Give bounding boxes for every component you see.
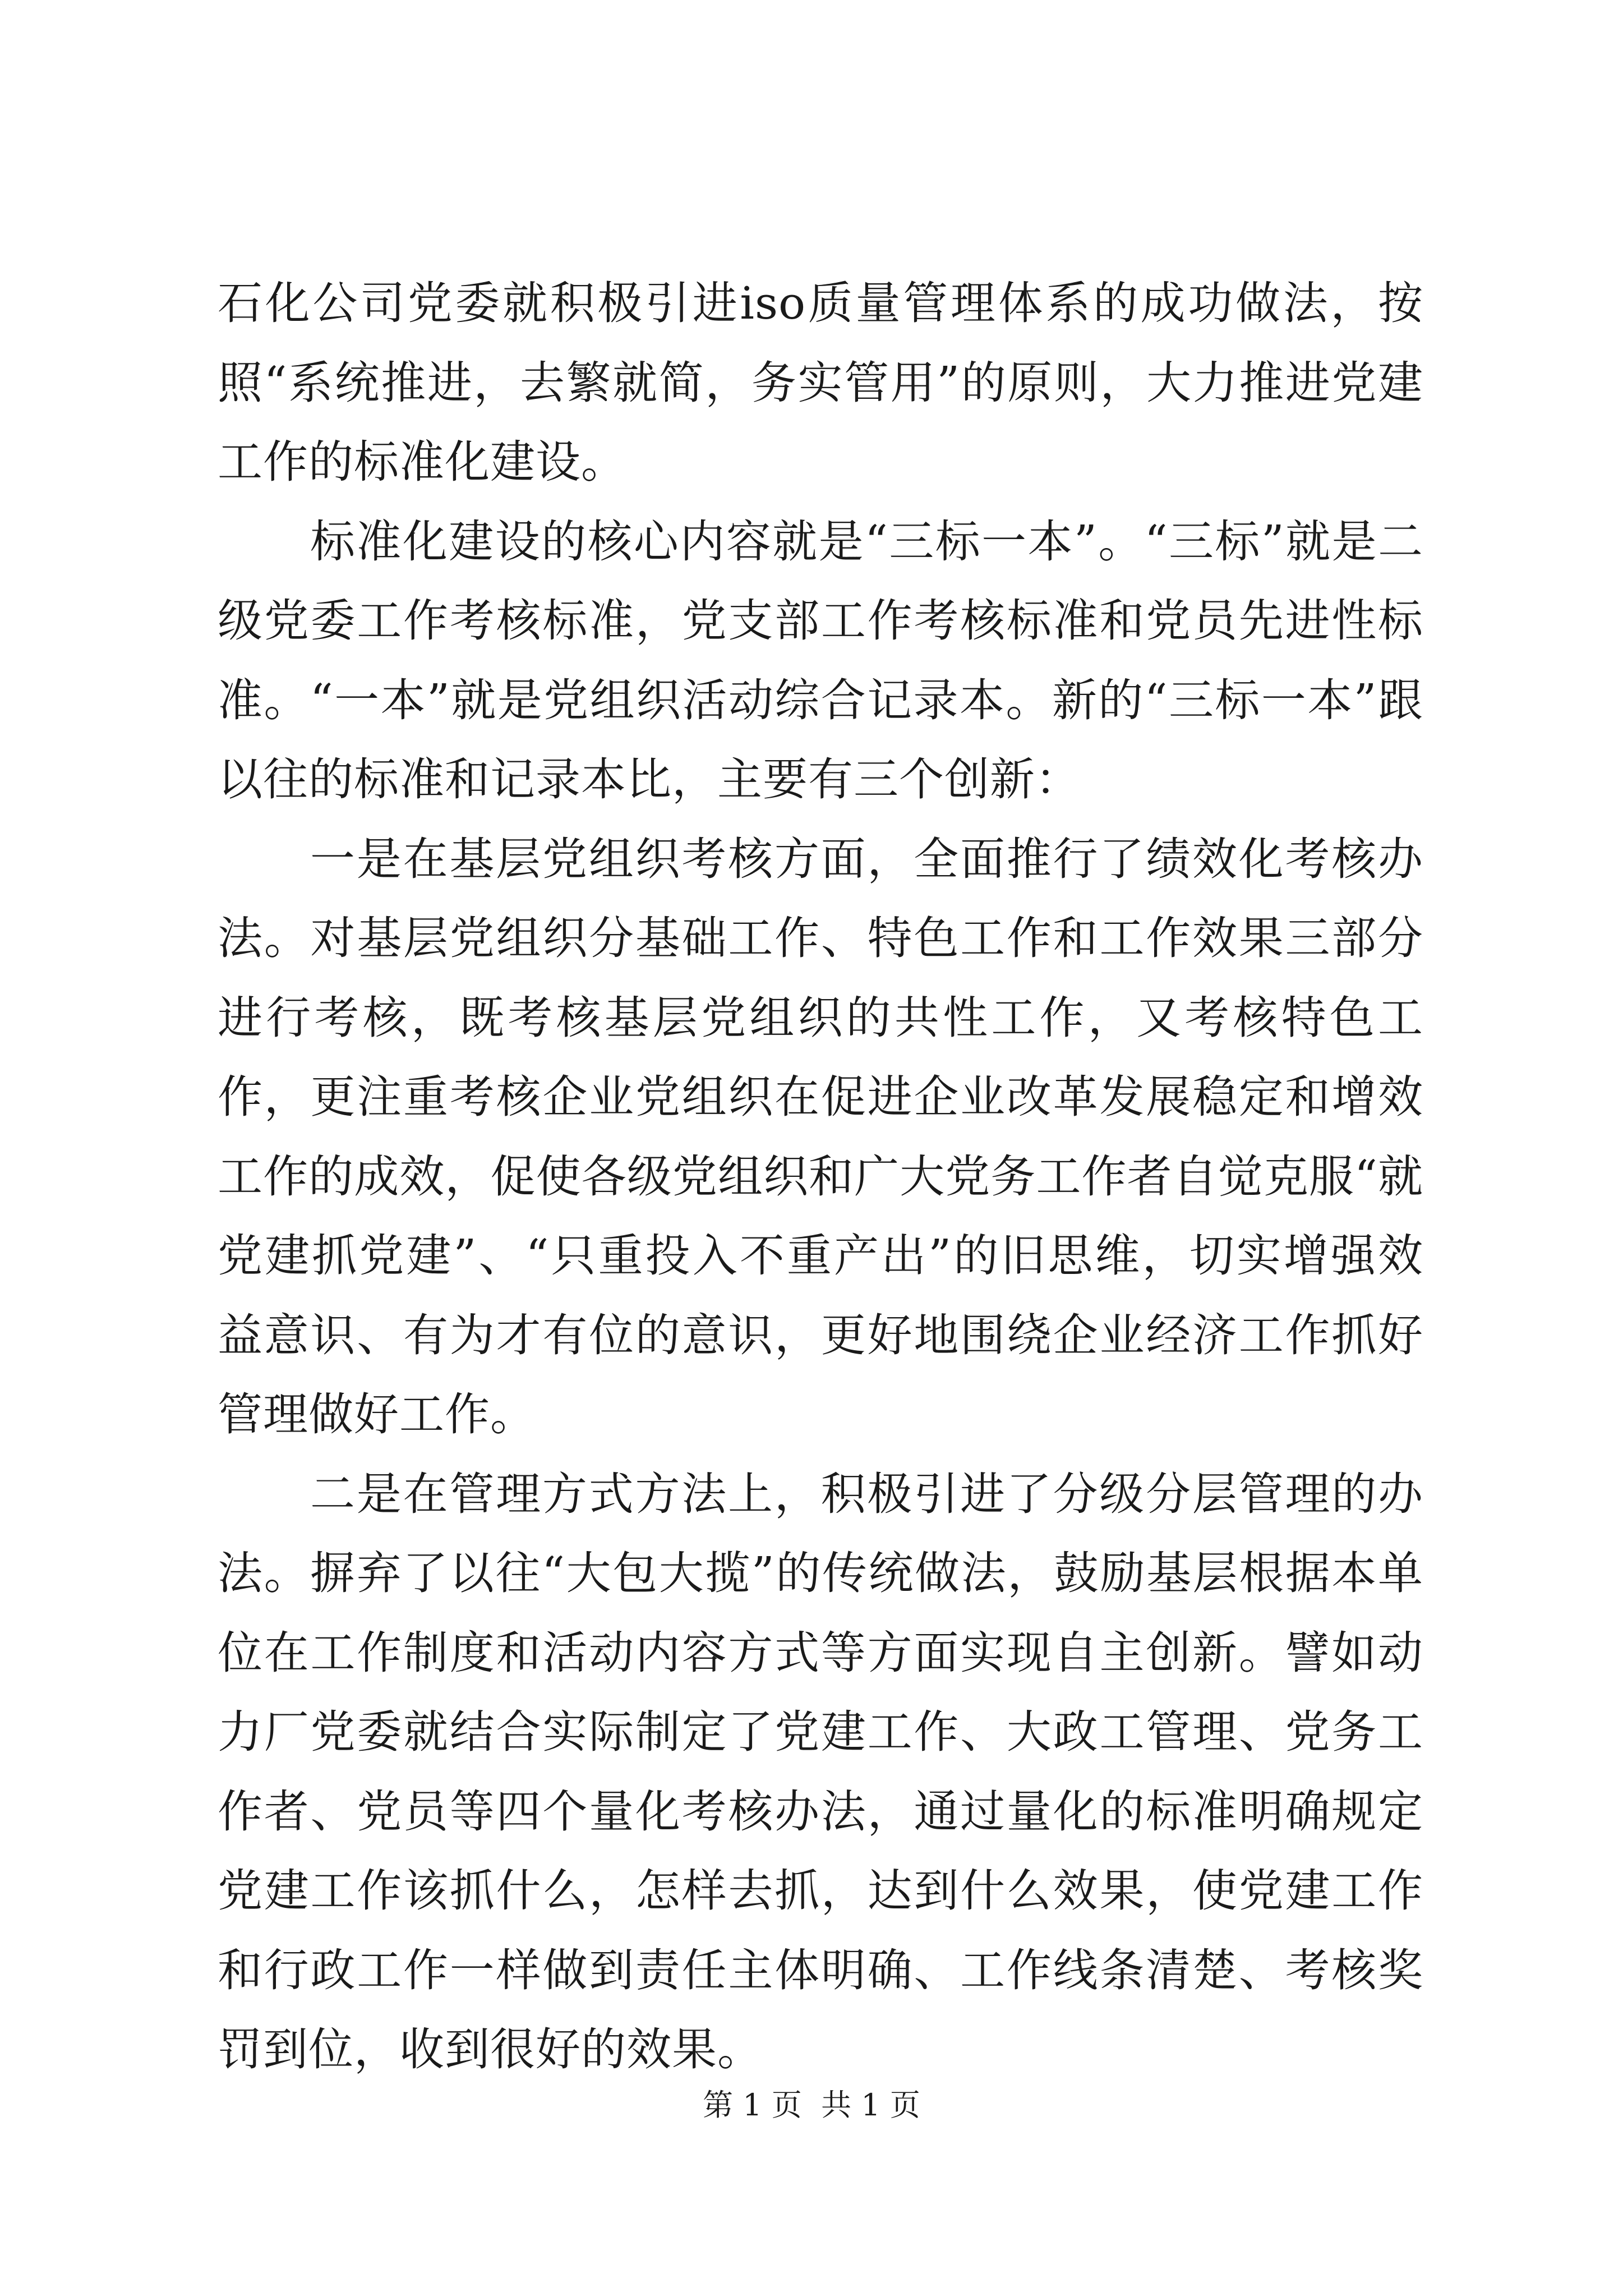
page-number-footer: 第 1 页 共 1 页 <box>703 2087 920 2123</box>
paragraph-4: 二是在管理方式方法上，积极引进了分级分层管理的办法。摒弃了以往“大包大揽”的传统做法，鼓励基层根据本单位在工作制度和活动内容方式等方面实现自主创新。譬如动力厂党委就结合实际制定了党建工作、大政工管理、党务工作者、党员等四个量化考核办法，通过量化的标准明确规定党建工作该抓什么，怎样去抓，达到什么效果，使党建工作和行政工作一样做到责任主体明确、工作线条清楚、考核奖罚到位，收到很好的效果。 <box>218 1467 1423 2076</box>
paragraph-2: 标准化建设的核心内容就是“三标一本”。“三标”就是二级党委工作考核标准，党支部工作考核标准和党员先进性标准。“一本”就是党组织活动综合记录本。新的“三标一本”跟以往的标准和记录本比，主要有三个创新： <box>218 515 1423 806</box>
paragraph-1: 石化公司党委就积极引进iso质量管理体系的成功做法，按照“系统推进，去繁就简，务实管用”的原则，大力推进党建工作的标准化建设。 <box>218 277 1423 488</box>
paragraph-3: 一是在基层党组织考核方面，全面推行了绩效化考核办法。对基层党组织分基础工作、特色工作和工作效果三部分进行考核，既考核基层党组织的共性工作，又考核特色工作，更注重考核企业党组织在促进企业改革发展稳定和增效工作的成效，促使各级党组织和广大党务工作者自觉克服“就党建抓党建”、“只重投入不重产出”的旧思维，切实增强效益意识、有为才有位的意识，更好地围绕企业经济工作抓好管理做好工作。 <box>218 832 1423 1441</box>
document-body <box>218 264 1423 2090</box>
